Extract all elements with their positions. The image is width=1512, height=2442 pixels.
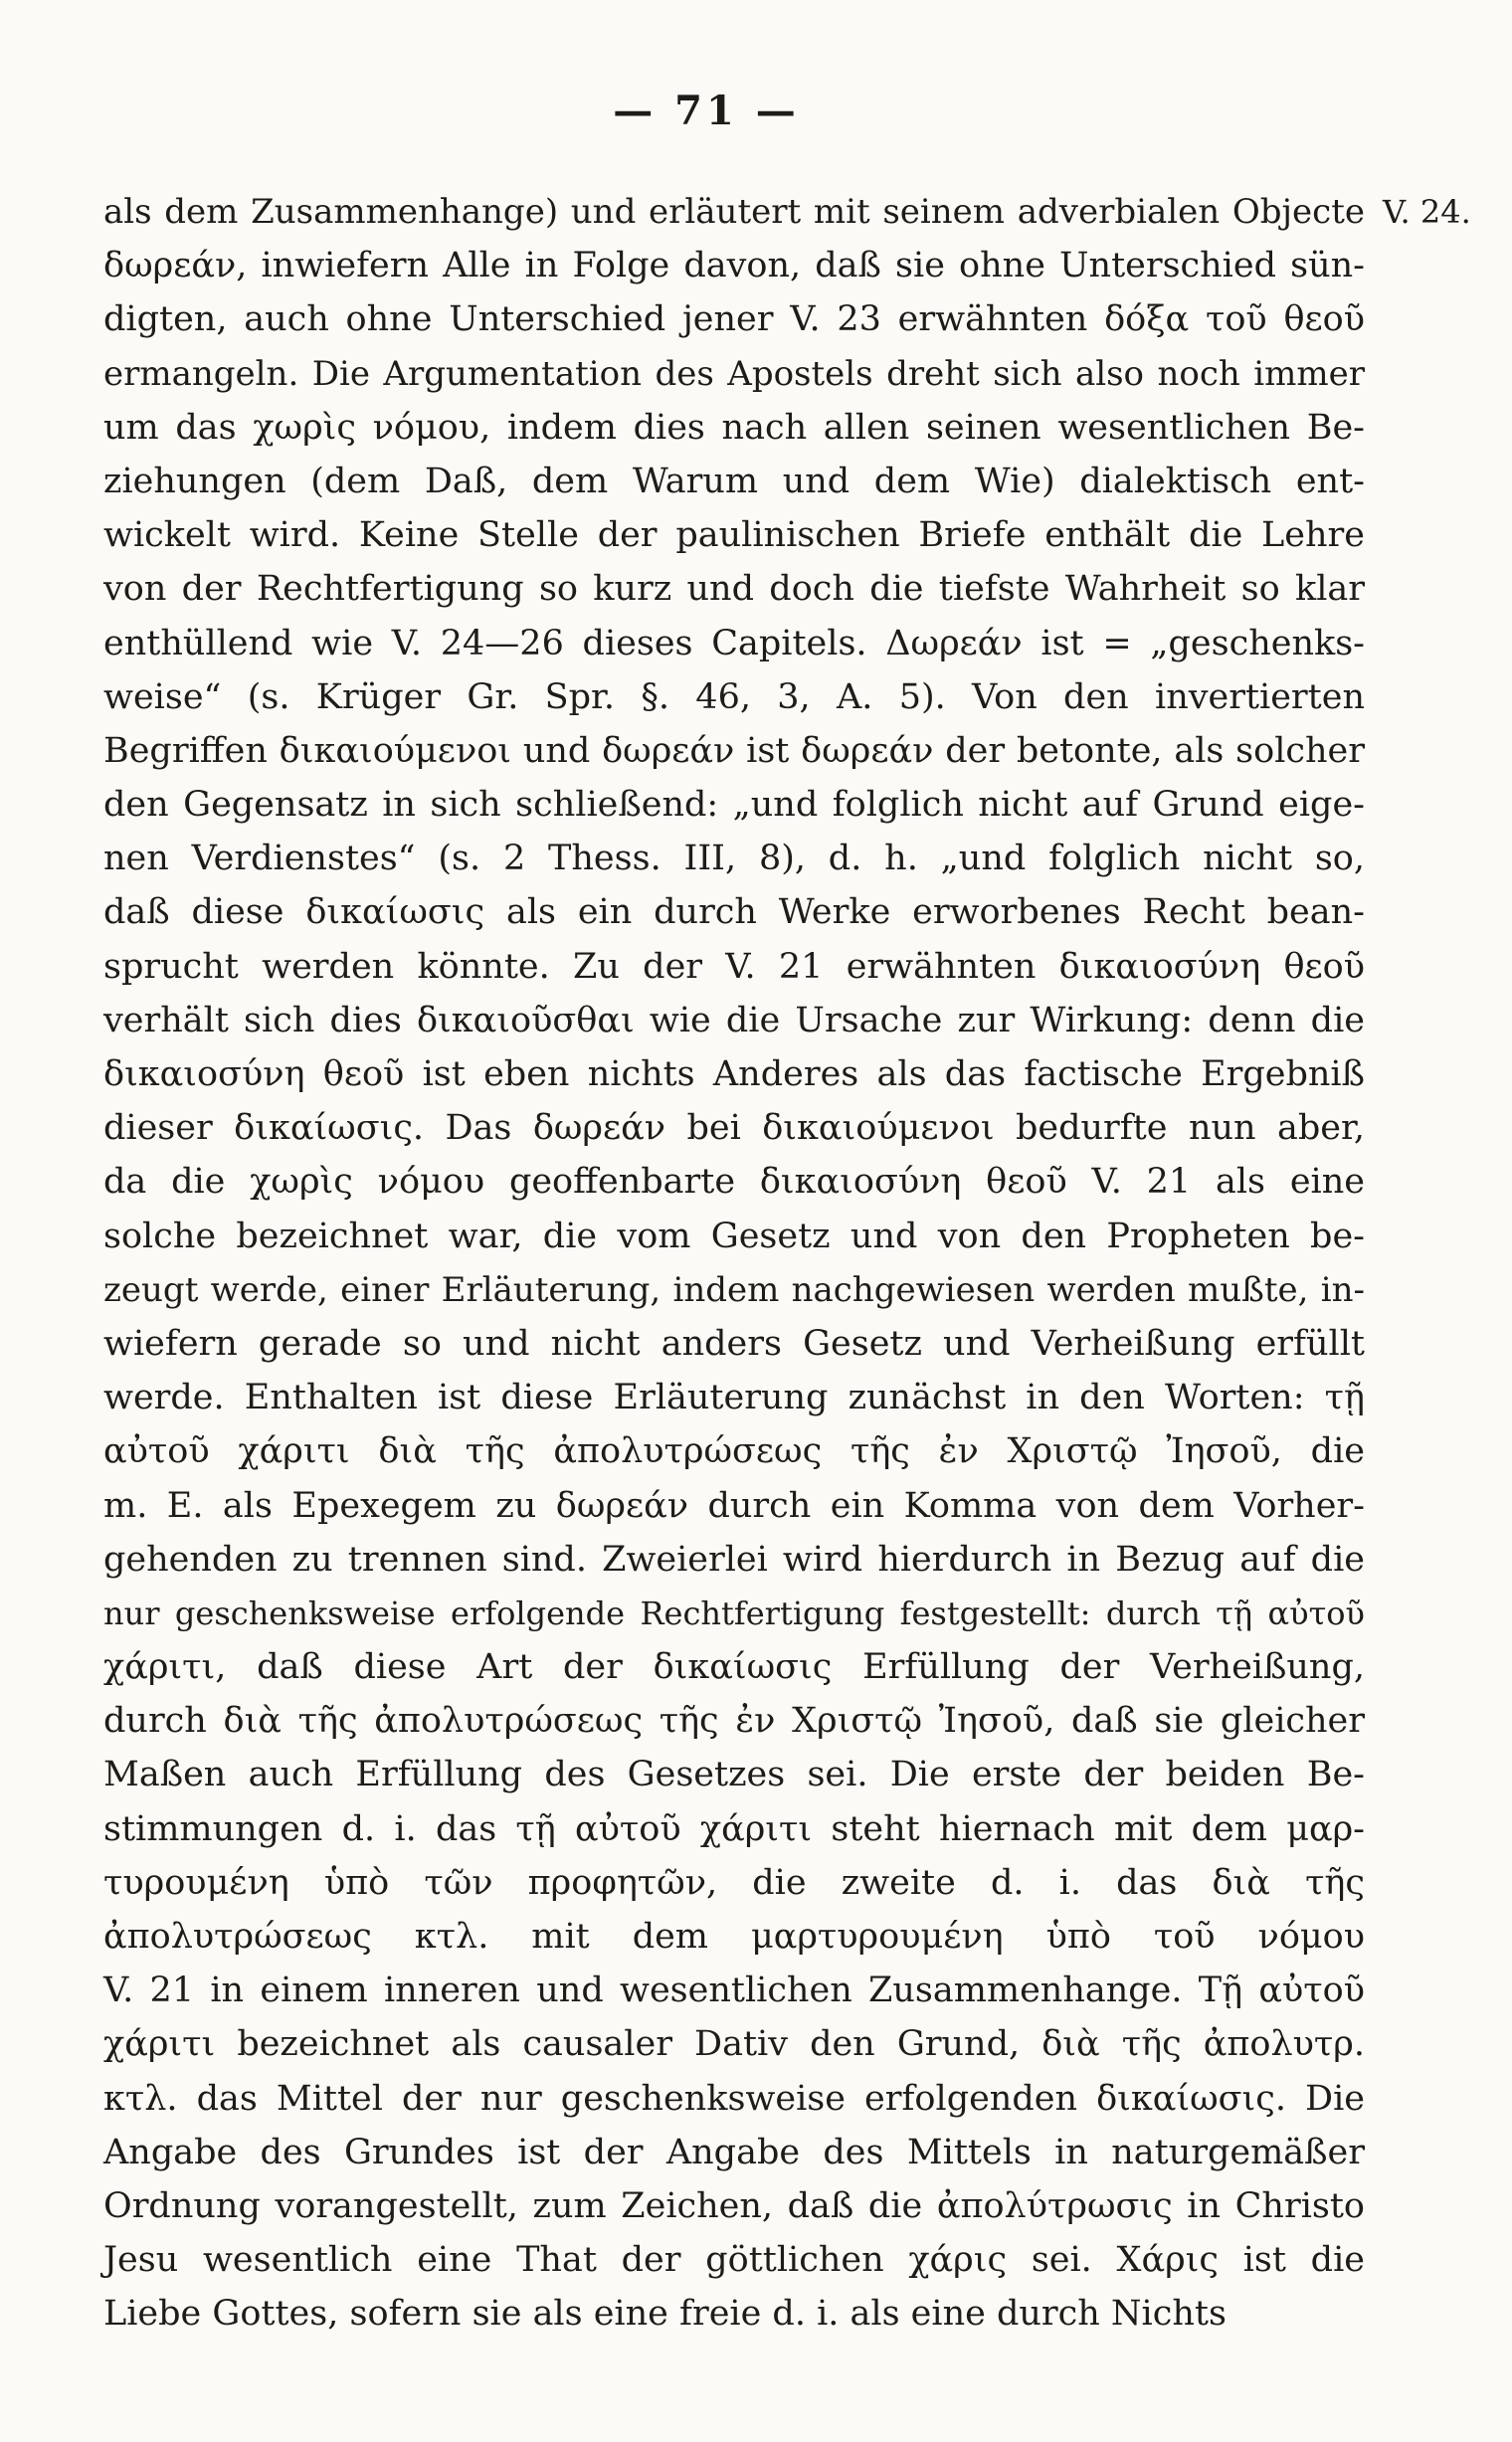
text-line: wiefern gerade so und nicht anders Gesetz und Verheißung erfüllt bbox=[103, 1323, 1365, 1364]
text-line: Angabe des Grundes ist der Angabe des Mittels in naturgemäßer bbox=[103, 2132, 1365, 2172]
text-line: um das χωρὶς νόμου, indem dies nach allen seinen wesentlichen Be- bbox=[103, 407, 1365, 448]
text-line: ἀπολυτρώσεως κτλ. mit dem μαρτυρουμένη ὑπὸ τοῦ νόμου bbox=[103, 1917, 1365, 1957]
text-line: ziehungen (dem Daß, dem Warum und dem Wie) dialektisch ent- bbox=[103, 461, 1365, 501]
text-line: als dem Zusammenhange) und erläutert mit seinem adverbialen Objecte bbox=[103, 192, 1365, 232]
text-line: χάριτι, daß diese Art der δικαίωσις Erfüllung der Verheißung, bbox=[103, 1647, 1365, 1688]
text-line: verhält sich dies δικαιοῦσθαι wie die Ursache zur Wirkung: denn die bbox=[103, 1000, 1365, 1040]
text-line: Ordnung vorangestellt, zum Zeichen, daß die ἀπολύτρωσις in Christo bbox=[103, 2185, 1365, 2226]
text-line: sprucht werden könnte. Zu der V. 21 erwähnten δικαιοσύνη θεοῦ bbox=[103, 946, 1365, 987]
text-line: weise“ (s. Krüger Gr. Spr. §. 46, 3, A. 5). Von den invertierten bbox=[103, 676, 1365, 717]
text-line: τυρουμένη ὑπὸ τῶν προφητῶν, die zweite d. i. das διὰ τῆς bbox=[103, 1862, 1365, 1903]
text-line: χάριτι bezeichnet als causaler Dativ den Grund, διὰ τῆς ἀπολυτρ. bbox=[103, 2024, 1365, 2065]
text-line: δωρεάν, inwiefern Alle in Folge davon, daß sie ohne Unterschied sün- bbox=[103, 246, 1365, 286]
margin-verse-reference: V. 24. bbox=[1383, 193, 1471, 231]
text-line: nur geschenksweise erfolgende Rechtfertigung festgestellt: durch τῇ αὐτοῦ bbox=[103, 1594, 1365, 1632]
text-line: Liebe Gottes, sofern sie als eine freie d. i. als eine durch Nichts bbox=[103, 2294, 1227, 2335]
text-line: αὐτοῦ χάριτι διὰ τῆς ἀπολυτρώσεως τῆς ἐν Χριστῷ Ἰησοῦ, die bbox=[103, 1431, 1365, 1472]
text-line: Begriffen δικαιούμενοι und δωρεάν ist δωρεάν der betonte, als solcher bbox=[103, 730, 1365, 771]
text-line: den Gegensatz in sich schließend: „und folglich nicht auf Grund eige- bbox=[103, 785, 1365, 826]
text-line: von der Rechtfertigung so kurz und doch die tiefste Wahrheit so klar bbox=[103, 569, 1365, 610]
text-line: da die χωρὶς νόμου geoffenbarte δικαιοσύνη θεοῦ V. 21 als eine bbox=[103, 1162, 1365, 1203]
text-line: daß diese δικαίωσις als ein durch Werke erworbenes Recht bean- bbox=[103, 892, 1365, 933]
text-line: Jesu wesentlich eine That der göttlichen χάρις sei. Χάρις ist die bbox=[103, 2240, 1365, 2281]
text-line: nen Verdienstes“ (s. 2 Thess. III, 8), d. h. „und folglich nicht so, bbox=[103, 839, 1365, 879]
text-line: V. 21 in einem inneren und wesentlichen Zusammenhange. Τῇ αὐτοῦ bbox=[103, 1971, 1365, 2011]
text-line: dieser δικαίωσις. Das δωρεάν bei δικαιούμενοι bedurfte nun aber, bbox=[103, 1108, 1365, 1149]
text-line: gehenden zu trennen sind. Zweierlei wird hierdurch in Bezug auf die bbox=[103, 1539, 1365, 1580]
text-line: solche bezeichnet war, die vom Gesetz und von den Propheten be- bbox=[103, 1216, 1365, 1256]
text-line: enthüllend wie V. 24—26 dieses Capitels. Δωρεάν ist = „geschenks- bbox=[103, 623, 1365, 663]
text-line: ermangeln. Die Argumentation des Apostels dreht sich also noch immer bbox=[103, 353, 1365, 394]
text-line: δικαιοσύνη θεοῦ ist eben nichts Anderes als das factische Ergebniß bbox=[103, 1054, 1365, 1094]
text-line: Maßen auch Erfüllung des Gesetzes sei. Die erste der beiden Be- bbox=[103, 1755, 1365, 1795]
text-line: κτλ. das Mittel der nur geschenksweise erfolgenden δικαίωσις. Die bbox=[103, 2078, 1365, 2119]
text-line: stimmungen d. i. das τῇ αὐτοῦ χάριτι steht hiernach mit dem μαρ- bbox=[103, 1808, 1365, 1849]
page-number: — 71 — bbox=[613, 88, 800, 134]
text-line: zeugt werde, einer Erläuterung, indem nachgewiesen werden mußte, in- bbox=[103, 1269, 1365, 1310]
text-line: wickelt wird. Keine Stelle der paulinischen Briefe enthält die Lehre bbox=[103, 515, 1365, 556]
text-line: digten, auch ohne Unterschied jener V. 23 erwähnten δόξα τοῦ θεοῦ bbox=[103, 299, 1365, 340]
text-line: werde. Enthalten ist diese Erläuterung zunächst in den Worten: τῇ bbox=[103, 1378, 1365, 1418]
text-line: m. E. als Epexegem zu δωρεάν durch ein Komma von dem Vorher- bbox=[103, 1485, 1365, 1526]
text-line: durch διὰ τῆς ἀπολυτρώσεως τῆς ἐν Χριστῷ Ἰησοῦ, daß sie gleicher bbox=[103, 1701, 1365, 1742]
body-text bbox=[103, 185, 1365, 2342]
